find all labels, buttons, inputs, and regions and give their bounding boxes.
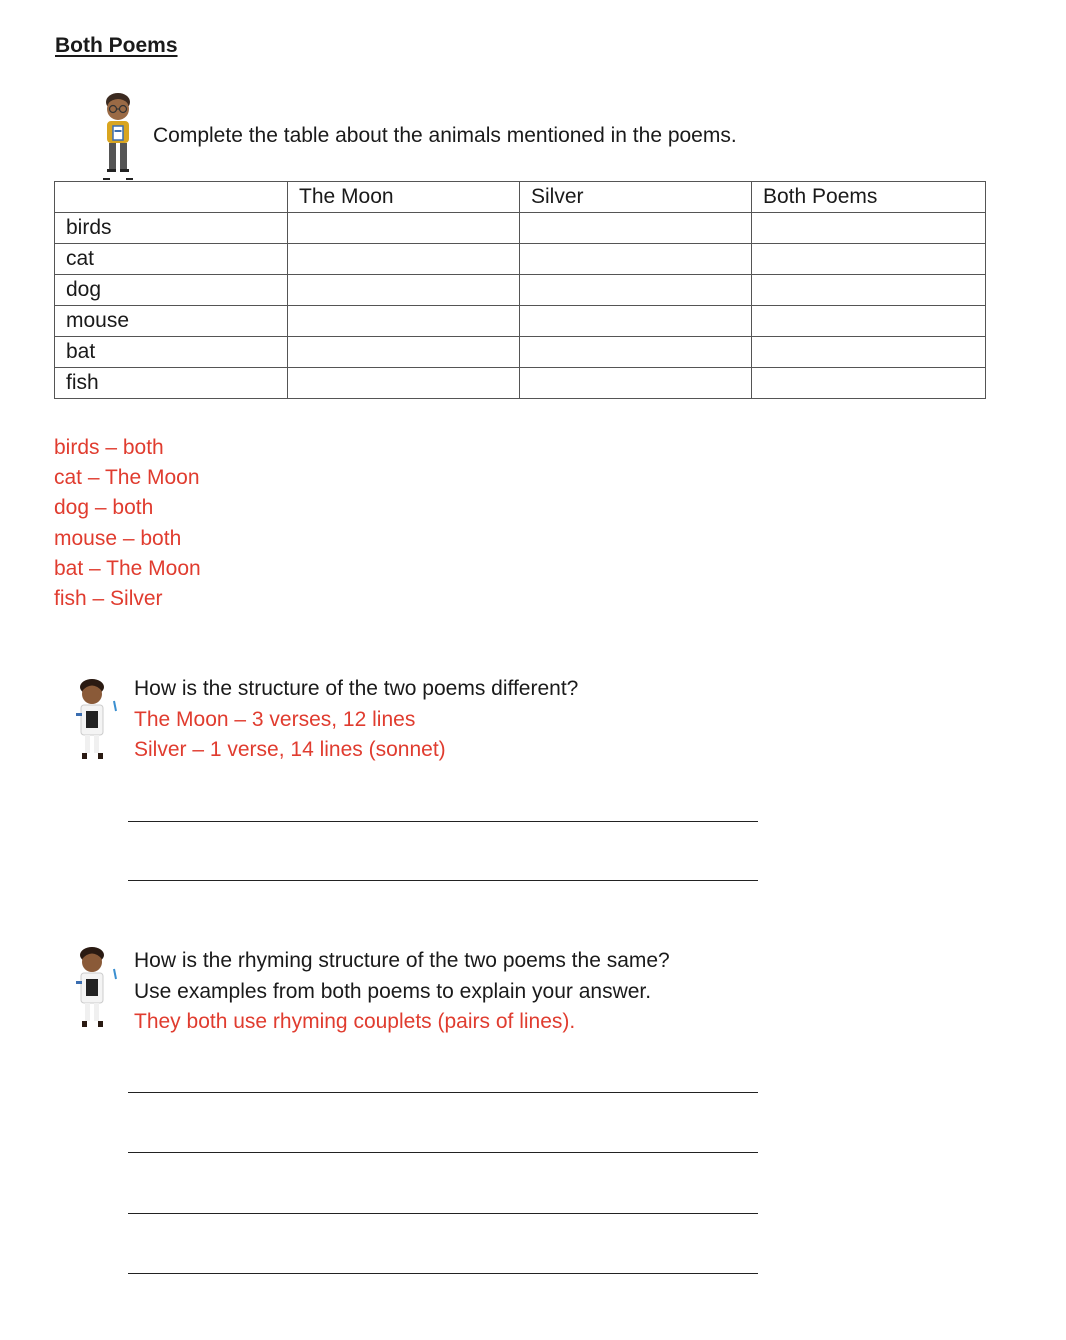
animal-label: mouse	[55, 306, 288, 337]
answer-line: fish – Silver	[54, 587, 163, 611]
animals-table	[54, 181, 986, 399]
answer-writing-line[interactable]	[128, 1213, 758, 1214]
question-1-answer: Silver – 1 verse, 14 lines (sonnet)	[134, 738, 446, 761]
question-2-answer: They both use rhyming couplets (pairs of lines).	[134, 1010, 576, 1033]
table-answers-list	[54, 433, 201, 614]
instruction-text: Complete the table about the animals mentioned in the poems.	[153, 124, 737, 147]
boy-with-book-icon	[98, 92, 138, 184]
answer-line: bat – The Moon	[54, 556, 201, 580]
answer-writing-line[interactable]	[128, 1152, 758, 1153]
answer-writing-line[interactable]	[128, 1092, 758, 1093]
table-header-row	[55, 182, 986, 213]
answer-cell[interactable]	[288, 337, 520, 368]
table-row	[55, 368, 986, 399]
animal-label: dog	[55, 275, 288, 306]
answer-cell[interactable]	[288, 275, 520, 306]
answer-cell[interactable]	[752, 368, 986, 399]
answer-cell[interactable]	[288, 306, 520, 337]
question-1-answer: The Moon – 3 verses, 12 lines	[134, 707, 416, 731]
table-row	[55, 337, 986, 368]
answer-line: mouse – both	[54, 526, 182, 550]
answer-cell[interactable]	[520, 337, 752, 368]
answer-cell[interactable]	[288, 244, 520, 275]
question-2-prompt: How is the rhyming structure of the two poems the same?	[134, 949, 670, 972]
answer-cell[interactable]	[520, 275, 752, 306]
question-2	[134, 946, 670, 1038]
table-header-silver: Silver	[520, 182, 752, 213]
answer-cell[interactable]	[520, 368, 752, 399]
table-header-both-poems: Both Poems	[752, 182, 986, 213]
animal-label: bat	[55, 337, 288, 368]
question-1	[134, 674, 578, 766]
table-row	[55, 244, 986, 275]
answer-line: cat – The Moon	[54, 466, 200, 490]
answer-line: dog – both	[54, 496, 154, 520]
table-header-the-moon: The Moon	[288, 182, 520, 213]
scientist-girl-icon	[76, 677, 124, 761]
answer-cell[interactable]	[288, 213, 520, 244]
answer-cell[interactable]	[752, 213, 986, 244]
answer-line: birds – both	[54, 436, 164, 459]
answer-writing-line[interactable]	[128, 1273, 758, 1274]
page-title: Both Poems	[55, 34, 178, 57]
answer-cell[interactable]	[520, 244, 752, 275]
table-row	[55, 306, 986, 337]
animal-label: fish	[55, 368, 288, 399]
answer-cell[interactable]	[520, 306, 752, 337]
answer-cell[interactable]	[520, 213, 752, 244]
scientist-girl-icon	[76, 945, 124, 1029]
table-row	[55, 275, 986, 306]
answer-cell[interactable]	[752, 337, 986, 368]
answer-cell[interactable]	[288, 368, 520, 399]
table-row	[55, 213, 986, 244]
question-2-prompt: Use examples from both poems to explain your answer.	[134, 979, 652, 1003]
animal-label: birds	[55, 213, 288, 244]
animal-label: cat	[55, 244, 288, 275]
answer-writing-line[interactable]	[128, 880, 758, 881]
answer-cell[interactable]	[752, 275, 986, 306]
answer-writing-line[interactable]	[128, 821, 758, 822]
table-header-cell	[55, 182, 288, 213]
answer-cell[interactable]	[752, 306, 986, 337]
question-1-prompt: How is the structure of the two poems different?	[134, 677, 579, 700]
answer-cell[interactable]	[752, 244, 986, 275]
